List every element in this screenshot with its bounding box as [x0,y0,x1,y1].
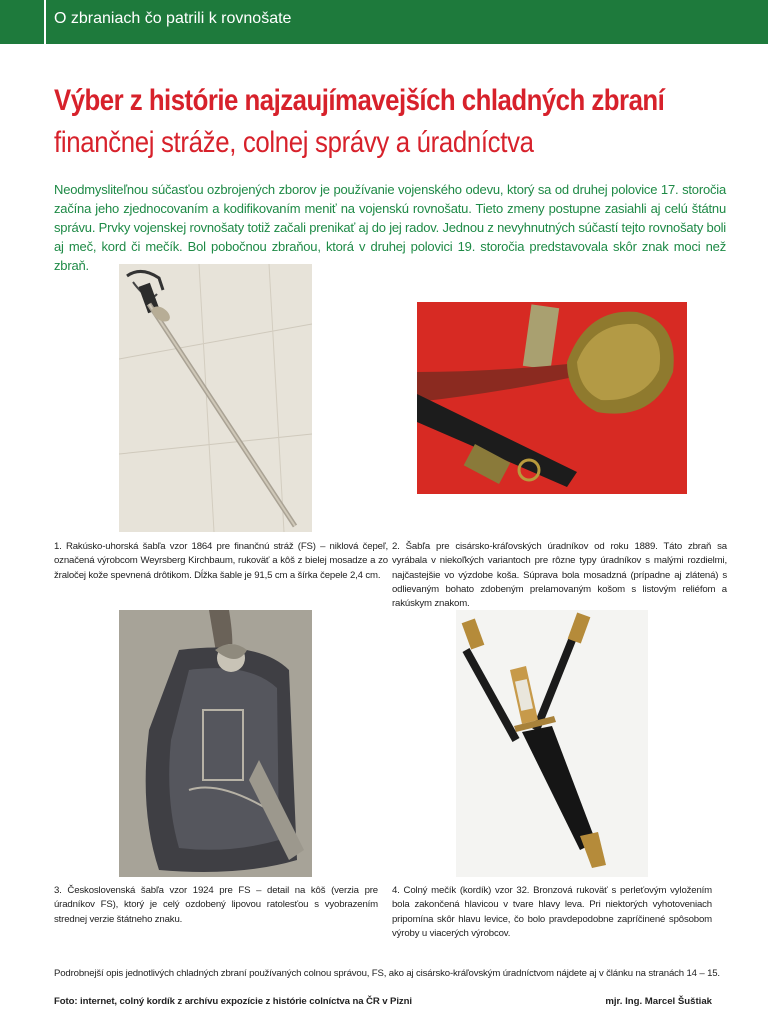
photo-credit: Foto: internet, colný kordík z archívu expozície z histórie colníctva na ČR v Pizni [54,996,412,1007]
article-title: Výber z histórie najzaujímavejších chladných zbraní [54,84,665,117]
figure-4-caption: 4. Colný mečík (kordík) vzor 32. Bronzová rukoväť s perleťovým vyložením bola zakončená hlavicou v tvare hlavy leva. Pri niektorých vyhotoveniach pripomína skôr hlavu levice, čo bolo pravdepodobne zapríčinené spôsobom výroby u viacerých výrobcov. [392,885,712,939]
figure-1-photo [119,264,312,532]
figure-1-caption: 1. Rakúsko-uhorská šabľa vzor 1864 pre finančnú stráž (FS) – niklová čepeľ, označená výrobcom Weyrsberg Kirchbaum, rukoväť a kôš z bielej mosadze a zo žraločej kože spevnená drôtikom. Dĺžka šable je 91,5 cm a šírka čepele 2,4 cm. [54,541,388,581]
dagger-vz32-image [456,610,648,877]
figure-3-caption: 3. Československá šabľa vzor 1924 pre FS – detail na kôš (verzia pre úradníkov FS), ktorý je celý ozdobený lipovou ratolesťou s vyobrazením strednej verzie štátneho znaku. [54,885,378,925]
saber-1924-basket-image [119,610,312,877]
header-divider [44,0,46,44]
figure-4-photo [456,610,648,877]
author-name: mjr. Ing. Marcel Šuštiak [605,996,712,1007]
figure-2-caption: 2. Šabľa pre cisársko-kráľovských úradníkov od roku 1889. Táto zbraň sa vyrábala v niekoľkých variantoch pre rôzne typy úradníkov s malými rozdielmi, najčastejšie vo výzdobe koša. Súprava bola mosadzná (prípadne aj zlátená) s odlievaným bohato zdobeným prelamovaným košom s listovým reliéfom a rakúskym znakom. [392,541,727,610]
section-title: O zbraniach čo patrili k rovnošate [54,10,292,27]
figure-3-photo [119,610,312,877]
figure-2-photo [417,302,687,494]
saber-1864-image [119,264,312,532]
article-intro: Neodmysliteľnou súčasťou ozbrojených zborov je používanie vojenského odevu, ktorý sa od druhej polovice 17. storočia začína jeho zjednocovaním a kodifikovaním meniť na vojenskú rovnošatu. Tieto zmeny postupne zasiahli aj celú štátnu správu. Prvky vojenskej rovnošaty totiž začali prenikať aj do jej radov. Jednou z nevyhnutných súčastí tejto rovnošaty boli aj meč, kord či mečík. Bol pobočnou zbraňou, ktorá v druhej polovici 19. storočia predstavovala skôr znak moci než zbraň. [54,182,726,273]
saber-1889-image [417,302,687,494]
article-subtitle: finančnej stráže, colnej správy a úradníctva [54,126,534,159]
footer-note: Podrobnejší opis jednotlivých chladných zbraní používaných colnou správou, FS, ako aj cisársko-kráľovským úradníctvom nájdete aj v článku na stranách 14 – 15. [54,968,720,979]
